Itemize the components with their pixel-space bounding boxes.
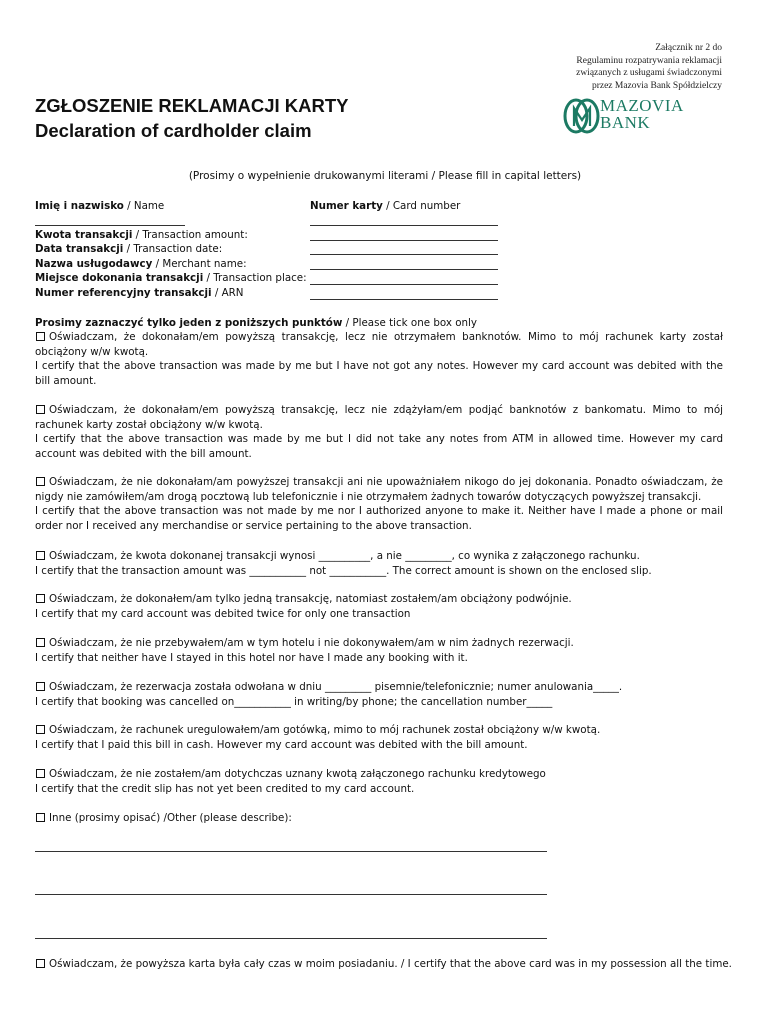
other-description-line-1[interactable] xyxy=(35,851,547,852)
title-en: Declaration of cardholder claim xyxy=(35,120,312,141)
merchant-input-line[interactable] xyxy=(310,269,498,270)
arn-input-line[interactable] xyxy=(310,299,498,300)
option-7: Oświadczam, że rezerwacja została odwołana w dniu _________ pisemnie/telefonicznie; numer anulowania_____. I certify that booking was cancelled on___________ in writing/by phone; the cancellation number_____ xyxy=(35,681,623,708)
date-label: Data transakcji / Transaction date: xyxy=(35,243,223,255)
form-title xyxy=(35,93,348,143)
option-3: Oświadczam, że nie dokonałam/am powyższej transakcji ani nie upoważniałem nikogo do jej dokonania. Ponadto oświadczam, że nigdy nie zamówiłem/am drogą pocztową lub telefonicznie i nie otrzymałem żadnych towarów dotyczących powyższej transakcji. I certify that the above transaction was not made by me nor I authorized anyone to make it. Neither have I made a phone or mail order nor I received any merchandise or service pertaining to the above transaction. xyxy=(35,476,723,532)
place-label: Miejsce dokonania transakcji / Transaction place: xyxy=(35,272,307,284)
arn-label: Numer referencyjny transakcji / ARN xyxy=(35,287,244,299)
tick-instruction: Prosimy zaznaczyć tylko jeden z poniższych punktów / Please tick one box only xyxy=(35,317,477,329)
option-5: Oświadczam, że dokonałem/am tylko jedną transakcję, natomiast zostałem/am obciążony podwójnie. I certify that my card account was debited twice for only one transaction xyxy=(35,593,572,620)
amount-input-line[interactable] xyxy=(310,240,498,241)
card-number-label: Numer karty / Card number xyxy=(310,200,461,212)
name-label: Imię i nazwisko / Name xyxy=(35,200,165,212)
annex-line: Regulaminu rozpatrywania reklamacji xyxy=(576,55,722,66)
logo-emblem-icon xyxy=(563,96,603,136)
option-possession-checkbox[interactable] xyxy=(36,959,45,968)
option-8-checkbox[interactable] xyxy=(36,725,45,734)
option-4-checkbox[interactable] xyxy=(36,551,45,560)
option-possession: Oświadczam, że powyższa karta była cały czas w moim posiadaniu. / I certify that the above card was in my possession all the time. xyxy=(35,957,735,972)
name-input-line[interactable] xyxy=(35,225,185,226)
option-9: Oświadczam, że nie zostałem/am dotychczas uznany kwotą załączonego rachunku kredytowego I certify that the credit slip has not yet been credited to my card account. xyxy=(35,768,546,795)
option-9-checkbox[interactable] xyxy=(36,769,45,778)
title-pl: ZGŁOSZENIE REKLAMACJI KARTY xyxy=(35,95,349,116)
option-3-checkbox[interactable] xyxy=(36,477,45,486)
option-2: Oświadczam, że dokonałam/em powyższą transakcję, lecz nie zdążyłam/em podjąć banknotów z bankomatu. Mimo to mój rachunek karty został obciążony w/w kwotą. I certify that the above transaction was made by me but I did not take any notes from ATM in allowed time. However my card account was debited with the bill amount. xyxy=(35,404,723,460)
fill-instruction: (Prosimy o wypełnienie drukowanymi literami / Please fill in capital letters) xyxy=(188,170,582,182)
annex-line: Załącznik nr 2 do xyxy=(655,43,722,53)
option-8: Oświadczam, że rachunek uregulowałem/am gotówką, mimo to mój rachunek został obciążony w/w kwotą. I certify that I paid this bill in cash. However my card account was debited with the bill amount. xyxy=(35,724,601,751)
other-description-line-3[interactable] xyxy=(35,938,547,939)
option-other-checkbox[interactable] xyxy=(36,813,45,822)
annex-header xyxy=(576,42,722,92)
option-1-checkbox[interactable] xyxy=(36,332,45,341)
place-input-line[interactable] xyxy=(310,284,498,285)
merchant-label: Nazwa usługodawcy / Merchant name: xyxy=(35,258,247,270)
option-7-checkbox[interactable] xyxy=(36,682,45,691)
option-4: Oświadczam, że kwota dokonanej transakcji wynosi __________, a nie _________, co wynika z załączonego rachunku. I certify that the transaction amount was ___________ not ___________. The correct amount is shown on the enclosed slip. xyxy=(35,550,652,577)
option-6: Oświadczam, że nie przebywałem/am w tym hotelu i nie dokonywałem/am w nim żadnych rezerwacji. I certify that neither have I stayed in this hotel nor have I made any booking with it. xyxy=(35,637,574,664)
logo-line2: BANK xyxy=(600,113,651,132)
annex-line: związanych z usługami świadczonymi xyxy=(576,68,722,78)
option-6-checkbox[interactable] xyxy=(36,638,45,647)
logo-wordmark xyxy=(600,97,684,131)
date-input-line[interactable] xyxy=(310,254,498,255)
other-description-line-2[interactable] xyxy=(35,894,547,895)
option-1: Oświadczam, że dokonałam/em powyższą transakcję, lecz nie otrzymałem banknotów. Mimo to mój rachunek karty został obciążony w/w kwotą. I certify that the above transaction was made by me but I have not got any notes. However my card account was debited with the bill amount. xyxy=(35,331,723,387)
option-2-checkbox[interactable] xyxy=(36,405,45,414)
amount-label: Kwota transakcji / Transaction amount: xyxy=(35,229,248,241)
option-5-checkbox[interactable] xyxy=(36,594,45,603)
annex-line: przez Mazovia Bank Spółdzielczy xyxy=(591,80,722,91)
logo-line1: MAZOVIA xyxy=(600,96,684,115)
option-other: Inne (prosimy opisać) /Other (please describe): xyxy=(35,811,723,826)
card-number-input-line[interactable] xyxy=(310,225,498,226)
